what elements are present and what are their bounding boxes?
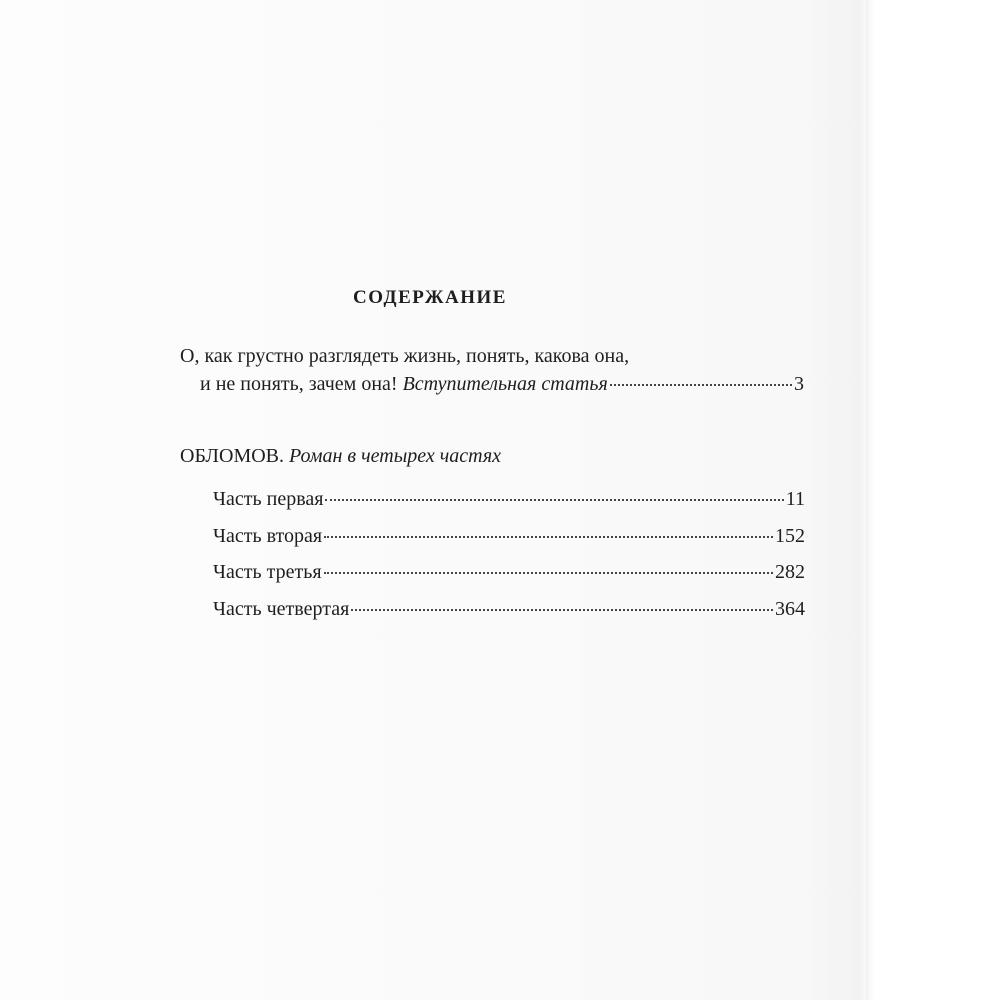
toc-entry-part-3[interactable] — [213, 560, 805, 584]
toc-entry-part-1[interactable] — [213, 487, 805, 511]
leader-dots — [325, 499, 783, 501]
page-number: 364 — [775, 598, 805, 620]
intro-title-text-1: О, как грустно разглядеть жизнь, понять, какова она, — [180, 345, 630, 367]
page-edge-shadow — [866, 0, 876, 1000]
leader-dots — [324, 536, 773, 538]
leader-dots — [324, 572, 773, 574]
intro-article-type: Вступительная статья — [402, 373, 608, 395]
novel-subtitle: Роман в четырех частях — [289, 445, 502, 467]
right-margin — [876, 0, 1000, 1000]
part-label: Часть первая — [213, 488, 324, 510]
part-label: Часть третья — [213, 561, 322, 583]
intro-title-line-1 — [180, 344, 629, 368]
page-number: 11 — [785, 488, 805, 510]
novel-title-line — [180, 444, 501, 468]
intro-entry[interactable] — [200, 372, 804, 396]
page-number: 3 — [794, 373, 804, 395]
toc-entry-part-4[interactable] — [213, 597, 805, 621]
part-label: Часть четвертая — [213, 598, 350, 620]
leader-dots — [351, 609, 773, 611]
contents-heading: СОДЕРЖАНИЕ — [353, 287, 507, 308]
page-number: 282 — [775, 561, 805, 583]
part-label: Часть вторая — [213, 525, 323, 547]
novel-title: ОБЛОМОВ. — [180, 445, 290, 467]
page-number: 152 — [775, 525, 805, 547]
intro-title-line-2 — [200, 372, 608, 396]
toc-entry-part-2[interactable] — [213, 524, 805, 548]
intro-title-text-2: и не понять, зачем она! — [200, 373, 403, 395]
leader-dots — [610, 384, 792, 386]
